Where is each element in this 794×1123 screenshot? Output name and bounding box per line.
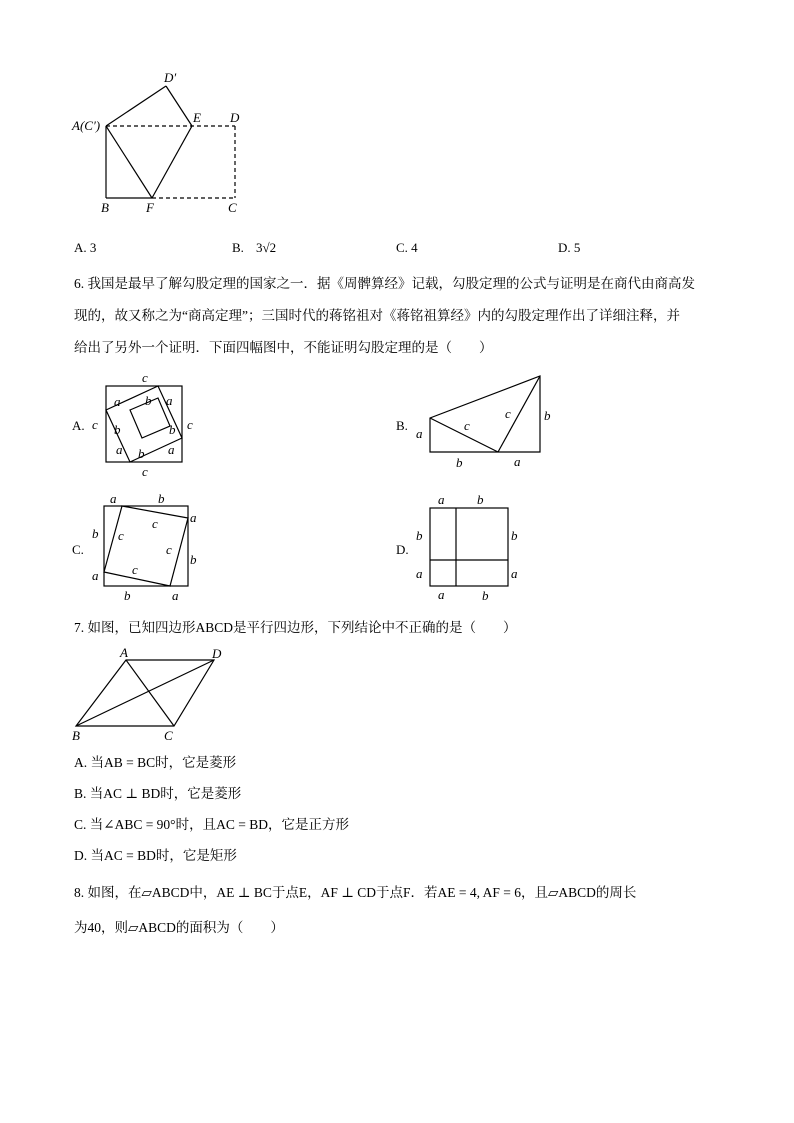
q7-label-C: C [164,728,173,743]
q6d-a-right: a [511,566,518,581]
q5-option-b-value: 3√2 [256,240,277,255]
q6d-b-bottom: b [482,588,489,603]
q6c-a-top: a [110,491,117,506]
q7-option-d[interactable]: D. 当AC = BD时，它是矩形 [74,848,237,863]
label-C: C [228,200,237,215]
q6-option-b-label[interactable]: B. [396,418,408,433]
q7-label-B: B [72,728,80,743]
q6c-a-right: a [190,510,197,525]
q6c-b-left: b [92,526,99,541]
q6b-b-bottom: b [456,455,463,470]
q6c-b-bottom: b [124,588,131,603]
label-B: B [101,200,109,215]
q6a-right-c: c [187,417,193,432]
q5-figure [60,60,280,220]
q6a-b4: b [138,446,145,461]
q6-option-c-label[interactable]: C. [72,542,84,557]
q6c-a-left: a [92,568,99,583]
q6a-bottom-c: c [142,464,148,478]
q6-figure-c [86,488,210,606]
q7-option-b[interactable]: B. 当AC ⊥ BD时，它是菱形 [74,786,242,801]
q8-stem-line2: 为40，则▱ABCD的面积为（ ） [74,920,284,935]
q7-option-c[interactable]: C. 当∠ABC = 90°时，且AC = BD，它是正方形 [74,817,349,832]
q6a-a1: a [114,394,121,409]
q6a-a3: a [116,442,123,457]
q7-label-A: A [120,645,128,660]
label-F: F [146,200,154,215]
q6-figure-b [410,368,570,478]
q6a-left-c: c [92,417,98,432]
q6a-a2: a [166,393,173,408]
q6-option-a-label[interactable]: A. [72,418,85,433]
q6b-b-right: b [544,408,551,423]
label-Dp: D′ [164,70,177,85]
q6-figure-d [410,488,534,606]
label-E: E [193,110,201,125]
q6a-b3: b [169,422,176,437]
q6c-c3: c [166,542,172,557]
q5-option-a[interactable]: A. 3 [74,240,97,255]
q6d-b-left: b [416,528,423,543]
label-A: A(C′) [72,118,101,133]
q6c-b-right: b [190,552,197,567]
q6-stem-line3: 给出了另外一个证明．下面四幅图中，不能证明勾股定理的是（ ） [74,340,493,355]
q7-figure [64,642,244,746]
q6a-b2: b [114,422,121,437]
q6b-a-left: a [416,426,423,441]
q5-option-c[interactable]: C. 4 [396,240,418,255]
q6d-b-top: b [477,492,484,507]
q5-option-d[interactable]: D. 5 [558,240,581,255]
q6b-a-bottom: a [514,454,521,469]
q7-option-a[interactable]: A. 当AB = BC时，它是菱形 [74,755,237,770]
q6a-a4: a [168,442,175,457]
q7-label-D: D [212,646,222,661]
q6b-c1: c [464,418,470,433]
q5-option-b[interactable]: B. [232,240,244,255]
label-D: D [230,110,240,125]
q8-stem-line1: 8. 如图，在▱ABCD中，AE ⊥ BC于点E，AF ⊥ CD于点F．若AE = 4, AF = 6，且▱ABCD的周长 [74,885,637,900]
q6a-b1: b [145,393,152,408]
q6c-c1: c [152,516,158,531]
q6d-a-top: a [438,492,445,507]
q6c-b-top: b [158,491,165,506]
q6d-b-right: b [511,528,518,543]
q6-figure-a [86,368,206,478]
q7-stem: 7. 如图，已知四边形ABCD是平行四边形，下列结论中不正确的是（ ） [74,620,517,635]
q6-stem-line1: 6. 我国是最早了解勾股定理的国家之一．据《周髀算经》记载，勾股定理的公式与证明是在商代由商高发 [74,276,695,291]
q6c-c4: c [132,562,138,577]
q6a-top-c: c [142,370,148,385]
q6-option-d-label[interactable]: D. [396,542,409,557]
q6d-a-bottom: a [438,587,445,602]
q6c-a-bottom: a [172,588,179,603]
q6-stem-line2: 现的，故又称之为“商高定理”；三国时代的蒋铭祖对《蒋铭祖算经》内的勾股定理作出了详细注释，并 [74,308,680,323]
q6d-a-left: a [416,566,423,581]
q6b-c2: c [505,406,511,421]
q6c-c2: c [118,528,124,543]
